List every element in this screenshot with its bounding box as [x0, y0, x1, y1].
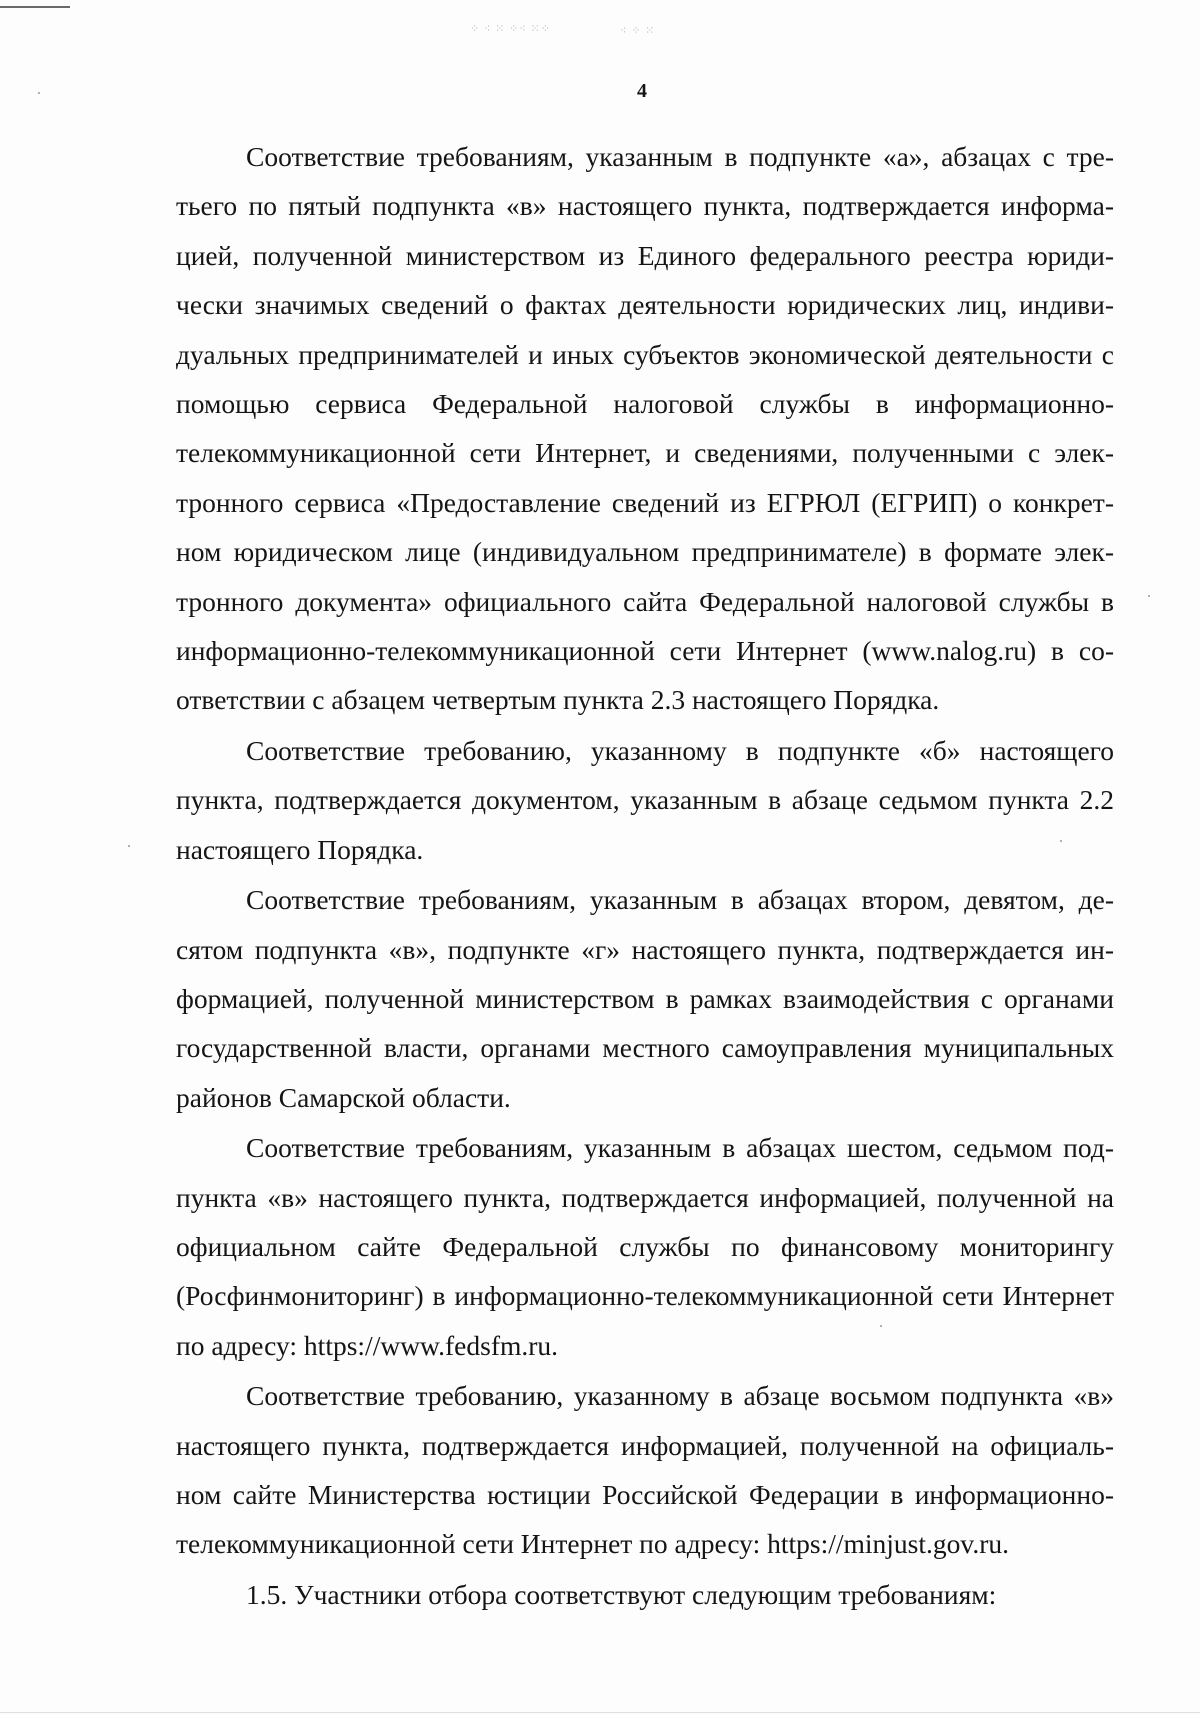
scan-artifact: ⁘ ⁖ ⁙ ⁘⁖ ⁙⁘ [470, 23, 551, 35]
scan-bottom-edge [0, 1712, 1200, 1713]
scan-speck [128, 845, 130, 847]
paragraph-5: Соответствие требованию, указанному в абзаце восьмом подпункта «в» настоящего пункта, подтверждается информацией, полученной на официальном сайте Министерства юстиции Российской Федерации в информационно-телекоммуникационной сети Интернет по адресу: https://minjust.gov.ru. [176, 1380, 1114, 1560]
scan-artifact: ⁖ ⁘ ⁙ [620, 25, 656, 37]
paragraph-2: Соответствие требованию, указанному в подпункте «б» настоящего пункта, подтверждается документом, указанным в абзаце седьмом пункта 2.2 настоящего Порядка. [176, 734, 1114, 865]
scan-speck [1060, 840, 1062, 842]
paragraph-1: Соответствие требованиям, указанным в подпункте «а», абзацах с третьего по пятый подпункта «в» настоящего пункта, подтверждается информацией, полученной министерством из Единого федерального реестра юридически значимых сведений о фактах деятельности юридических лиц, индивидуальных предпринимателей и иных субъектов экономической деятельности с помощью сервиса Федеральной налоговой службы в информационно-телекоммуникационной сети Интернет, и сведениями, полученными с электронного сервиса «Предоставление сведений из ЕГРЮЛ (ЕГРИП) о конкретном юридическом лице (индивидуальном предпринимателе) в формате электронного документа» официального сайта Федеральной налоговой службы в информационно-телекоммуникационной сети Интернет (www.nalog.ru) в соответствии с абзацем четвертым пункта 2.3 настоящего Порядка. [176, 141, 1114, 716]
paragraph-6: 1.5. Участники отбора соответствуют следующим требованиям: [246, 1578, 997, 1610]
scan-speck [1148, 595, 1150, 597]
scan-edge-mark [0, 6, 70, 8]
paragraph-3: Соответствие требованиям, указанным в абзацах втором, девятом, десятом подпункта «в», подпункте «г» настоящего пункта, подтверждается информацией, полученной министерством в рамках взаимодействия с органами государственной власти, органами местного самоуправления муниципальных районов Самарской области. [176, 884, 1114, 1113]
scan-speck [38, 92, 40, 94]
paragraph-4: Соответствие требованиям, указанным в абзацах шестом, седьмом подпункта «в» настоящего пункта, подтверждается информацией, полученной на официальном сайте Федеральной службы по финансовому мониторингу (Росфинмониторинг) в информационно-телекоммуникационной сети Интернет по адресу: https://www.fedsfm.ru. [176, 1132, 1114, 1361]
page-number: 4 [637, 80, 647, 102]
document-body [176, 132, 1114, 1619]
scan-speck [880, 1325, 882, 1327]
